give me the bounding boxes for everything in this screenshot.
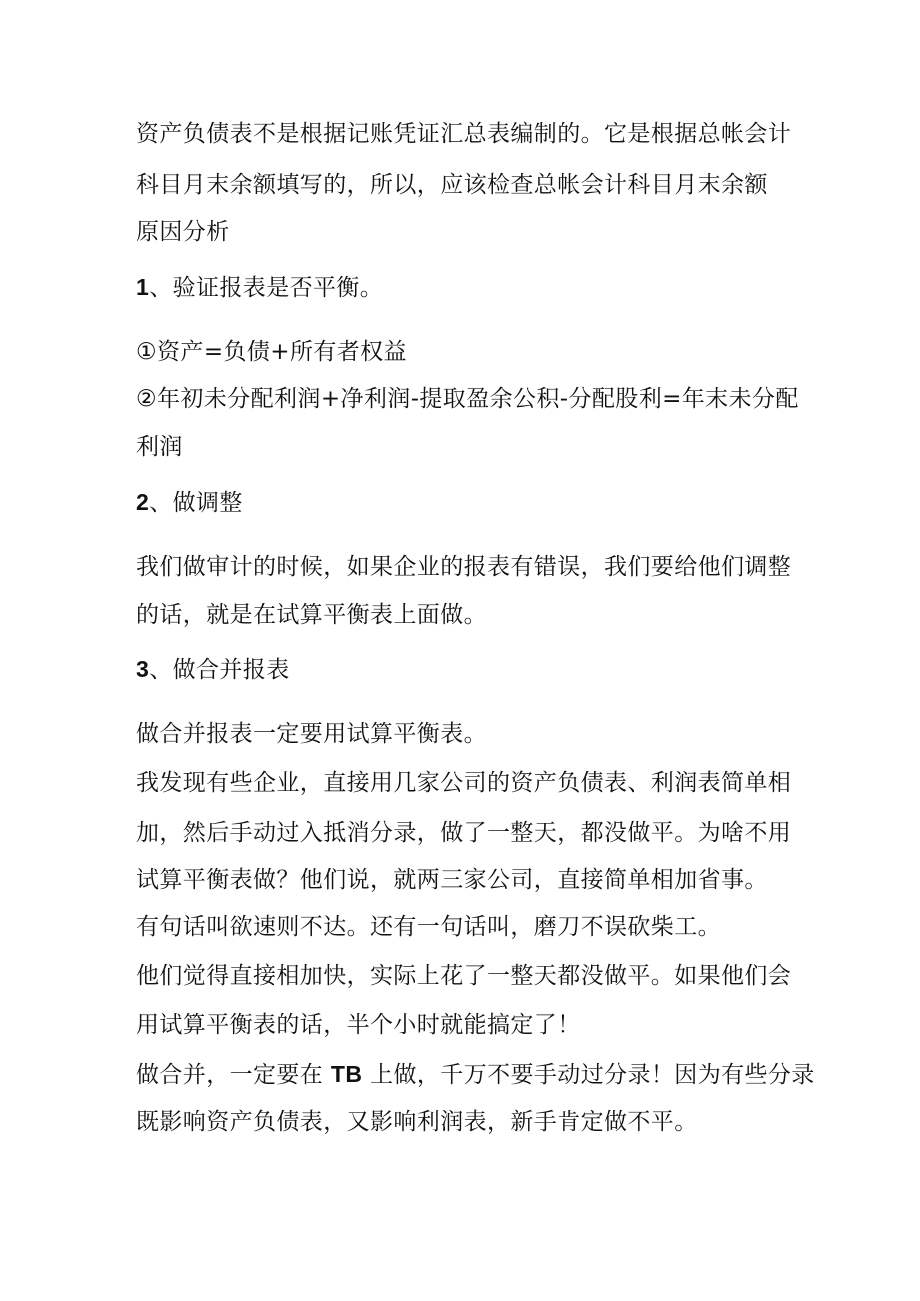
section-3-last-line: 既影响资产负债表，又影响利润表，新手肯定做不平。 xyxy=(136,1109,698,1135)
section-3-title: 、做合并报表 xyxy=(149,657,290,683)
section-1-item-2-cont: 利润 xyxy=(136,434,183,460)
section-1-item-2: ②年初未分配利润+净利润-提取盈余公积-分配股利=年末未分配 xyxy=(136,386,799,412)
section-3-tb-line xyxy=(136,1059,815,1090)
section-3-body-6: 他们觉得直接相加快，实际上花了一整天都没做平。如果他们会 xyxy=(136,963,792,989)
tb-abbreviation: TB xyxy=(330,1061,363,1087)
section-3-body-2: 我发现有些企业，直接用几家公司的资产负债表、利润表简单相 xyxy=(136,770,792,796)
section-3-body-1: 做合并报表一定要用试算平衡表。 xyxy=(136,721,487,747)
section-1-number: 1 xyxy=(136,274,150,300)
section-3-body-7: 用试算平衡表的话，半个小时就能搞定了！ xyxy=(136,1012,581,1038)
section-1-heading xyxy=(136,272,383,303)
section-3-body-5: 有句话叫欲速则不达。还有一句话叫，磨刀不误砍柴工。 xyxy=(136,914,721,940)
intro-line-3: 原因分析 xyxy=(136,219,230,245)
section-1-title: 、验证报表是否平衡。 xyxy=(149,275,384,301)
section-2-heading xyxy=(136,487,243,518)
intro-line-1: 资产负债表不是根据记账凭证汇总表编制的。它是根据总帐会计 xyxy=(136,121,792,147)
section-3-body-4: 试算平衡表做？他们说，就两三家公司，直接简单相加省事。 xyxy=(136,867,768,893)
section-1-item-1: ①资产=负债+所有者权益 xyxy=(136,339,407,365)
section-2-body-2: 的话，就是在试算平衡表上面做。 xyxy=(136,602,487,628)
section-2-title: 、做调整 xyxy=(149,490,243,516)
section-3-number: 3 xyxy=(136,656,150,682)
section-3-body-3: 加，然后手动过入抵消分录，做了一整天，都没做平。为啥不用 xyxy=(136,820,792,846)
section-2-body-1: 我们做审计的时候，如果企业的报表有错误，我们要给他们调整 xyxy=(136,554,792,580)
tb-line-prefix: 做合并，一定要在 xyxy=(136,1062,331,1088)
section-3-heading xyxy=(136,654,290,685)
intro-line-2: 科目月末余额填写的，所以，应该检查总帐会计科目月末余额 xyxy=(136,172,768,198)
tb-line-suffix: 上做，千万不要手动过分录！因为有些分录 xyxy=(362,1062,815,1088)
section-2-number: 2 xyxy=(136,489,150,515)
